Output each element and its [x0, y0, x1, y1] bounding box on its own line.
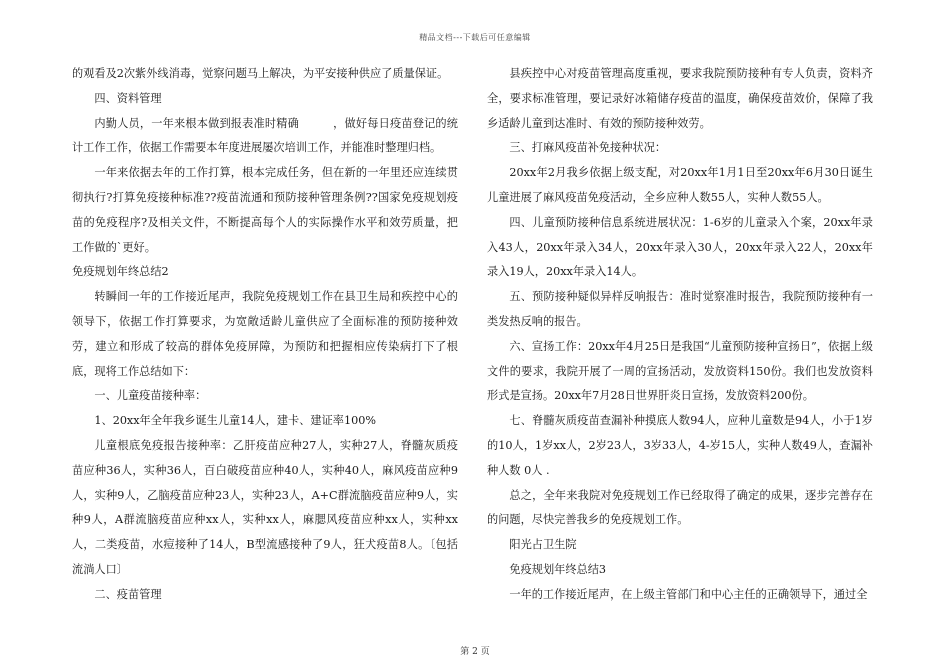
paragraph: 内勤人员，一年来根本做到报表准时精确 ，做好每日疫苗登记的统计工作工作，依据工作需要本年度进展屡次培训工作，并能准时整理归档。	[72, 116, 458, 155]
paragraph: 总之，全年来我院对免疫规划工作已经取得了确定的成果，逐步完善存在的问题，尽快完善我乡的免疫规划工作。	[487, 488, 873, 527]
paragraph: 四、儿童预防接种信息系统进展状况：1-6岁的儿童录入个案，20xx年录入43人，20xx年录入34人，20xx年录入30人，20xx年录入22人，20xx年录入19人，20xx年录入14人。	[487, 215, 873, 279]
paragraph: 免疫规划年终总结3	[509, 562, 607, 576]
paragraph: 一、儿童疫苗接种率：	[94, 389, 207, 403]
right-column	[487, 62, 873, 608]
paragraph: 三、打麻风疫苗补免接种状况：	[509, 141, 667, 155]
paragraph: 县疾控中心对疫苗管理高度重视，要求我院预防接种有专人负责，资料齐全，要求标准管理，要记录好冰箱储存疫苗的温度，确保疫苗效价，保障了我乡适龄儿童到达准时、有效的预防接种效劳。	[487, 67, 873, 130]
left-column	[72, 62, 458, 608]
page-header: 精品文档---下载后可任意编辑	[419, 33, 531, 42]
paragraph: 一年来依据去年的工作打算，根本完成任务，但在新的一年里还应连续贯彻执行?打算免疫接种标准??疫苗流通和预防接种管理条例??国家免疫规划疫苗的免疫程序?及相关文件，不断提高每个人的实际操作水平和效劳质量，把工作做的`更好。	[72, 166, 458, 254]
paragraph: 二、疫苗管理	[94, 587, 162, 601]
paragraph: 1、20xx年全年我乡诞生儿童14人，建卡、建证率100%	[94, 414, 376, 428]
paragraph: 20xx年2月我乡依据上级支配，对20xx年1月1日至20xx年6月30日诞生儿童进展了麻风疫苗免疫活动，全乡应种人数55人，实种人数55人。	[487, 166, 873, 204]
paragraph: 六、宣扬工作：20xx年4月25日是我国“儿童预防接种宣扬日”，依据上级文件的要求，我院开展了一周的宣扬活动，发放资料150份。我们也发放资料形式是宣扬。20xx年7月28日世界肝炎日宣扬，发放资料200份。	[487, 339, 873, 403]
paragraph: 四、资料管理	[94, 91, 162, 105]
paragraph: 儿童根底免疫报告接种率：乙肝疫苗应种27人，实种27人，脊髓灰质疫苗应种36人，实种36人，百白破疫苗应种40人，实种40人，麻风疫苗应种9人，实种9人，乙脑疫苗应种23人，实种23人，A+C群流脑疫苗应种9人，实种9人，A群流脑疫苗应种xx人，实种xx人，麻腮风疫苗应种xx人，实种xx人，二类疫苗，水痘接种了14人，B型流感接种了9人，狂犬疫苗8人。〔包括流淌人口〕	[72, 438, 458, 576]
paragraph: 转瞬间一年的工作接近尾声，我院免疫规划工作在县卫生局和疾控中心的领导下，依据工作打算要求，为宽敞适龄儿童供应了全面标准的预防接种效劳，建立和形成了较高的群体免疫屏障，为预防和把握相应传染病打下了根底，现将工作总结如下：	[72, 290, 458, 378]
paragraph: 五、预防接种疑似异样反响报告：准时觉察准时报告，我院预防接种有一类发热反响的报告。	[487, 290, 873, 328]
paragraph: 一年的工作接近尾声，在上级主管部门和中心主任的正确领导下，通过全	[509, 587, 868, 601]
paragraph: 七、脊髓灰质疫苗查漏补种摸底人数94人，应种儿童数是94人，小于1岁的10人，1岁xx人，2岁23人，3岁33人，4-岁15人，实种人数49人，查漏补种人数 0人 .	[487, 414, 873, 477]
page-number: 第 2 页	[460, 647, 490, 657]
paragraph: 免疫规划年终总结2	[72, 265, 169, 279]
paragraph: 阳光占卫生院	[509, 538, 577, 552]
paragraph: 的观看及2次紫外线消毒，觉察问题马上解决，为平安接种供应了质量保证。	[72, 67, 449, 80]
